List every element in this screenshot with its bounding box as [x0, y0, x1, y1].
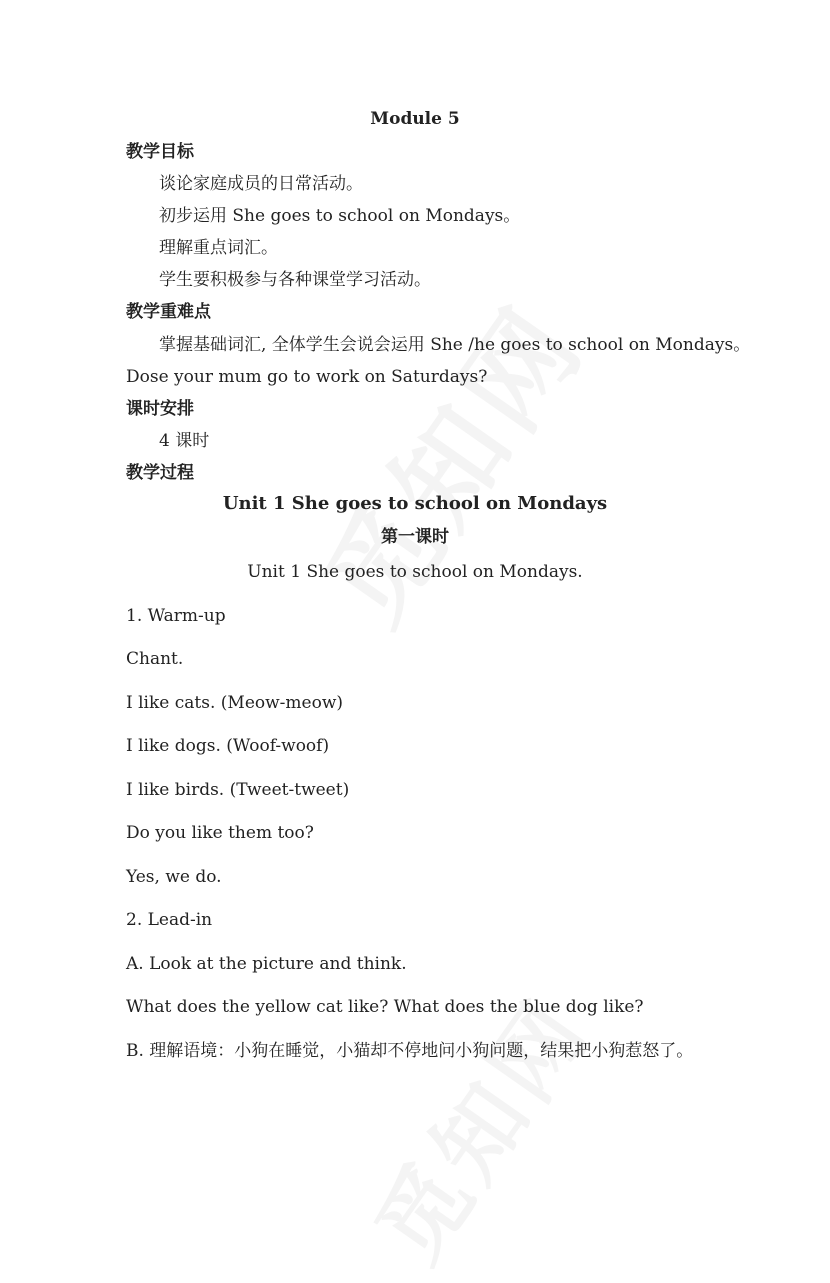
- objective-item: 理解重点词汇。: [159, 238, 278, 258]
- objective-item: 学生要积极参与各种课堂学习活动。: [159, 270, 431, 290]
- body-line: Chant.: [126, 649, 184, 669]
- body-line: I like dogs. (Woof-woof): [126, 736, 330, 756]
- unit-title: Unit 1 She goes to school on Mondays: [222, 493, 608, 514]
- body-line: I like birds. (Tweet-tweet): [126, 780, 350, 800]
- body-line: B. 理解语境：小狗在睡觉，小猫却不停地问小狗问题，结果把小狗惹怒了。: [126, 1041, 694, 1061]
- body-line: What does the yellow cat like? What does the blue dog like?: [126, 997, 644, 1017]
- body-line: A. Look at the picture and think.: [126, 954, 407, 974]
- lesson-label: 第一课时: [381, 527, 449, 547]
- objective-item: 谈论家庭成员的日常活动。: [159, 174, 363, 194]
- body-line: 1. Warm-up: [126, 606, 226, 626]
- key-points-question: Dose your mum go to work on Saturdays?: [126, 367, 488, 387]
- key-points-heading: 教学重难点: [126, 302, 211, 322]
- objectives-heading: 教学目标: [126, 142, 194, 162]
- body-line: 2. Lead-in: [126, 910, 213, 930]
- body-line: Do you like them too?: [126, 823, 314, 843]
- body-line: Yes, we do.: [126, 867, 222, 887]
- schedule-value: 4 课时: [159, 431, 210, 451]
- schedule-heading: 课时安排: [126, 399, 194, 419]
- module-title: Module 5: [370, 109, 460, 129]
- body-line: I like cats. (Meow-meow): [126, 693, 344, 713]
- key-points-line: 掌握基础词汇, 全体学生会说会运用 She /he goes to school on Mondays。: [159, 335, 751, 355]
- process-heading: 教学过程: [126, 463, 194, 483]
- objective-item: 初步运用 She goes to school on Mondays。: [159, 206, 521, 226]
- unit-subtitle: Unit 1 She goes to school on Mondays.: [247, 562, 583, 582]
- watermark: [281, 269, 613, 650]
